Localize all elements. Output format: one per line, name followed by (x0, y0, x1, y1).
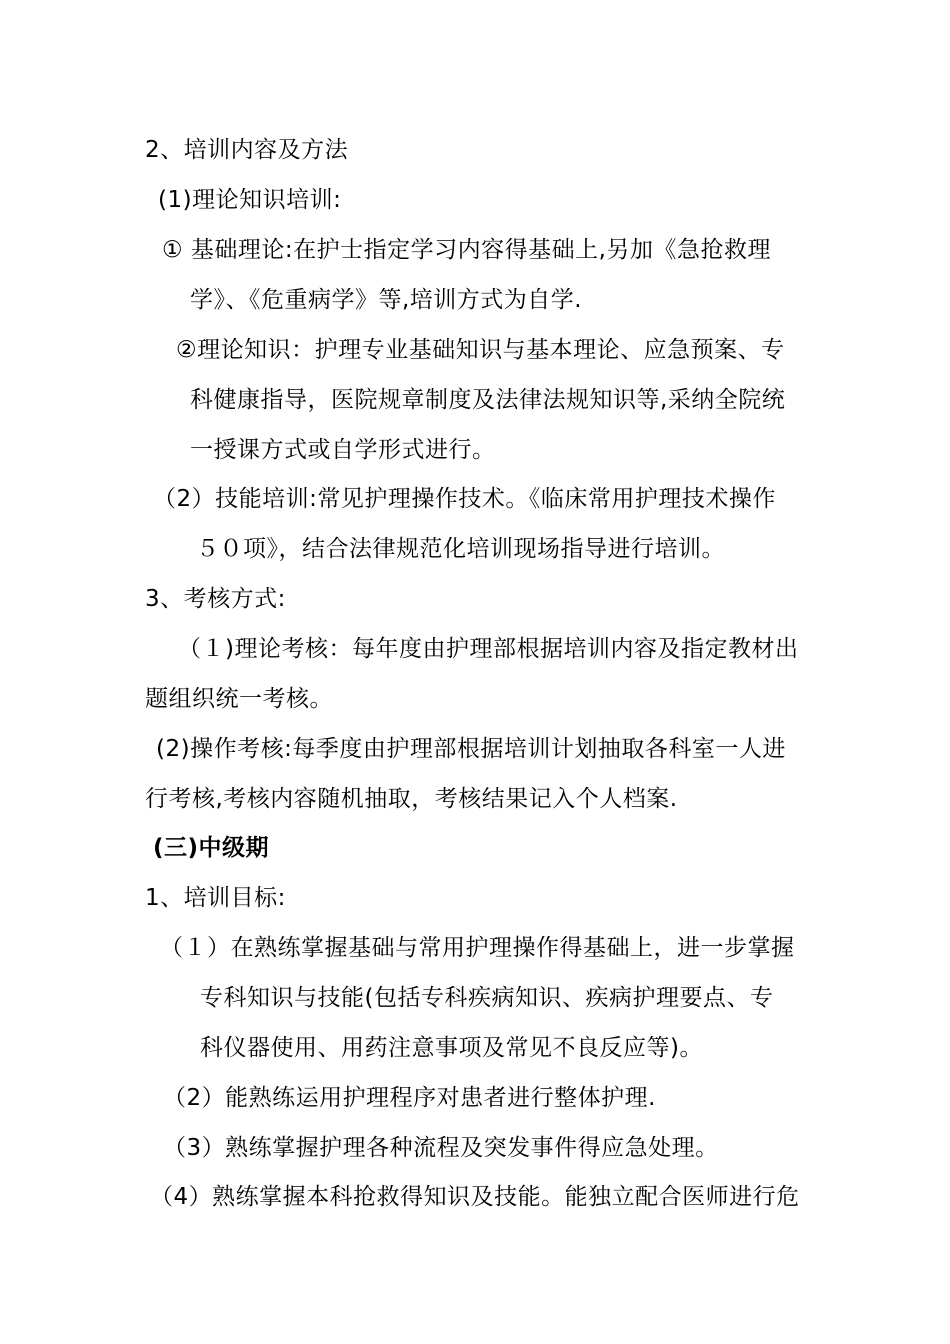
paragraph-theory-assessment: （１)理论考核：每年度由护理部根据培训内容及指定教材出 (178, 636, 799, 662)
paragraph-skill-training-cont: ５０项》，结合法律规范化培训现场指导进行培训。 (196, 536, 725, 562)
paragraph-goal-1: （１）在熟练掌握基础与常用护理操作得基础上，进一步掌握 (160, 935, 795, 961)
paragraph-goal-1-cont2: 科仪器使用、用药注意事项及常见不良反应等)。 (200, 1035, 703, 1061)
paragraph-goal-3: （3）熟练掌握护理各种流程及突发事件得应急处理。 (163, 1135, 719, 1161)
section-heading-assessment: 3、考核方式: (145, 586, 286, 612)
paragraph-operation-assessment-cont: 行考核,考核内容随机抽取，考核结果记入个人档案. (145, 786, 678, 812)
subheading-theory-training: (1)理论知识培训: (158, 187, 342, 213)
paragraph-theory-knowledge-cont2: 一授课方式或自学形式进行。 (190, 437, 496, 463)
paragraph-operation-assessment: (2)操作考核:每季度由护理部根据培训计划抽取各科室一人进 (156, 736, 786, 762)
paragraph-goal-2: （2）能熟练运用护理程序对患者进行整体护理. (163, 1085, 656, 1111)
section-heading-intermediate: (三)中级期 (153, 835, 270, 861)
section-heading-training-goals: 1、培训目标: (145, 885, 286, 911)
section-heading-training-content: 2、培训内容及方法 (145, 137, 349, 163)
paragraph-skill-training: （2）技能培训:常见护理操作技术。《临床常用护理技术操作 (153, 486, 776, 512)
paragraph-goal-4: （4）熟练掌握本科抢救得知识及技能。能独立配合医师进行危 (150, 1184, 800, 1210)
paragraph-basic-theory: ① 基础理论:在护士指定学习内容得基础上,另加《急抢救理 (162, 237, 771, 263)
paragraph-basic-theory-cont: 学》、《危重病学》等,培训方式为自学. (190, 287, 583, 313)
paragraph-theory-knowledge: ②理论知识：护理专业基础知识与基本理论、应急预案、专 (176, 337, 785, 363)
paragraph-goal-1-cont1: 专科知识与技能(包括专科疾病知识、疾病护理要点、专 (200, 985, 774, 1011)
paragraph-theory-knowledge-cont1: 科健康指导，医院规章制度及法律法规知识等,采纳全院统 (190, 387, 786, 413)
paragraph-theory-assessment-cont: 题组织统一考核。 (145, 686, 333, 712)
